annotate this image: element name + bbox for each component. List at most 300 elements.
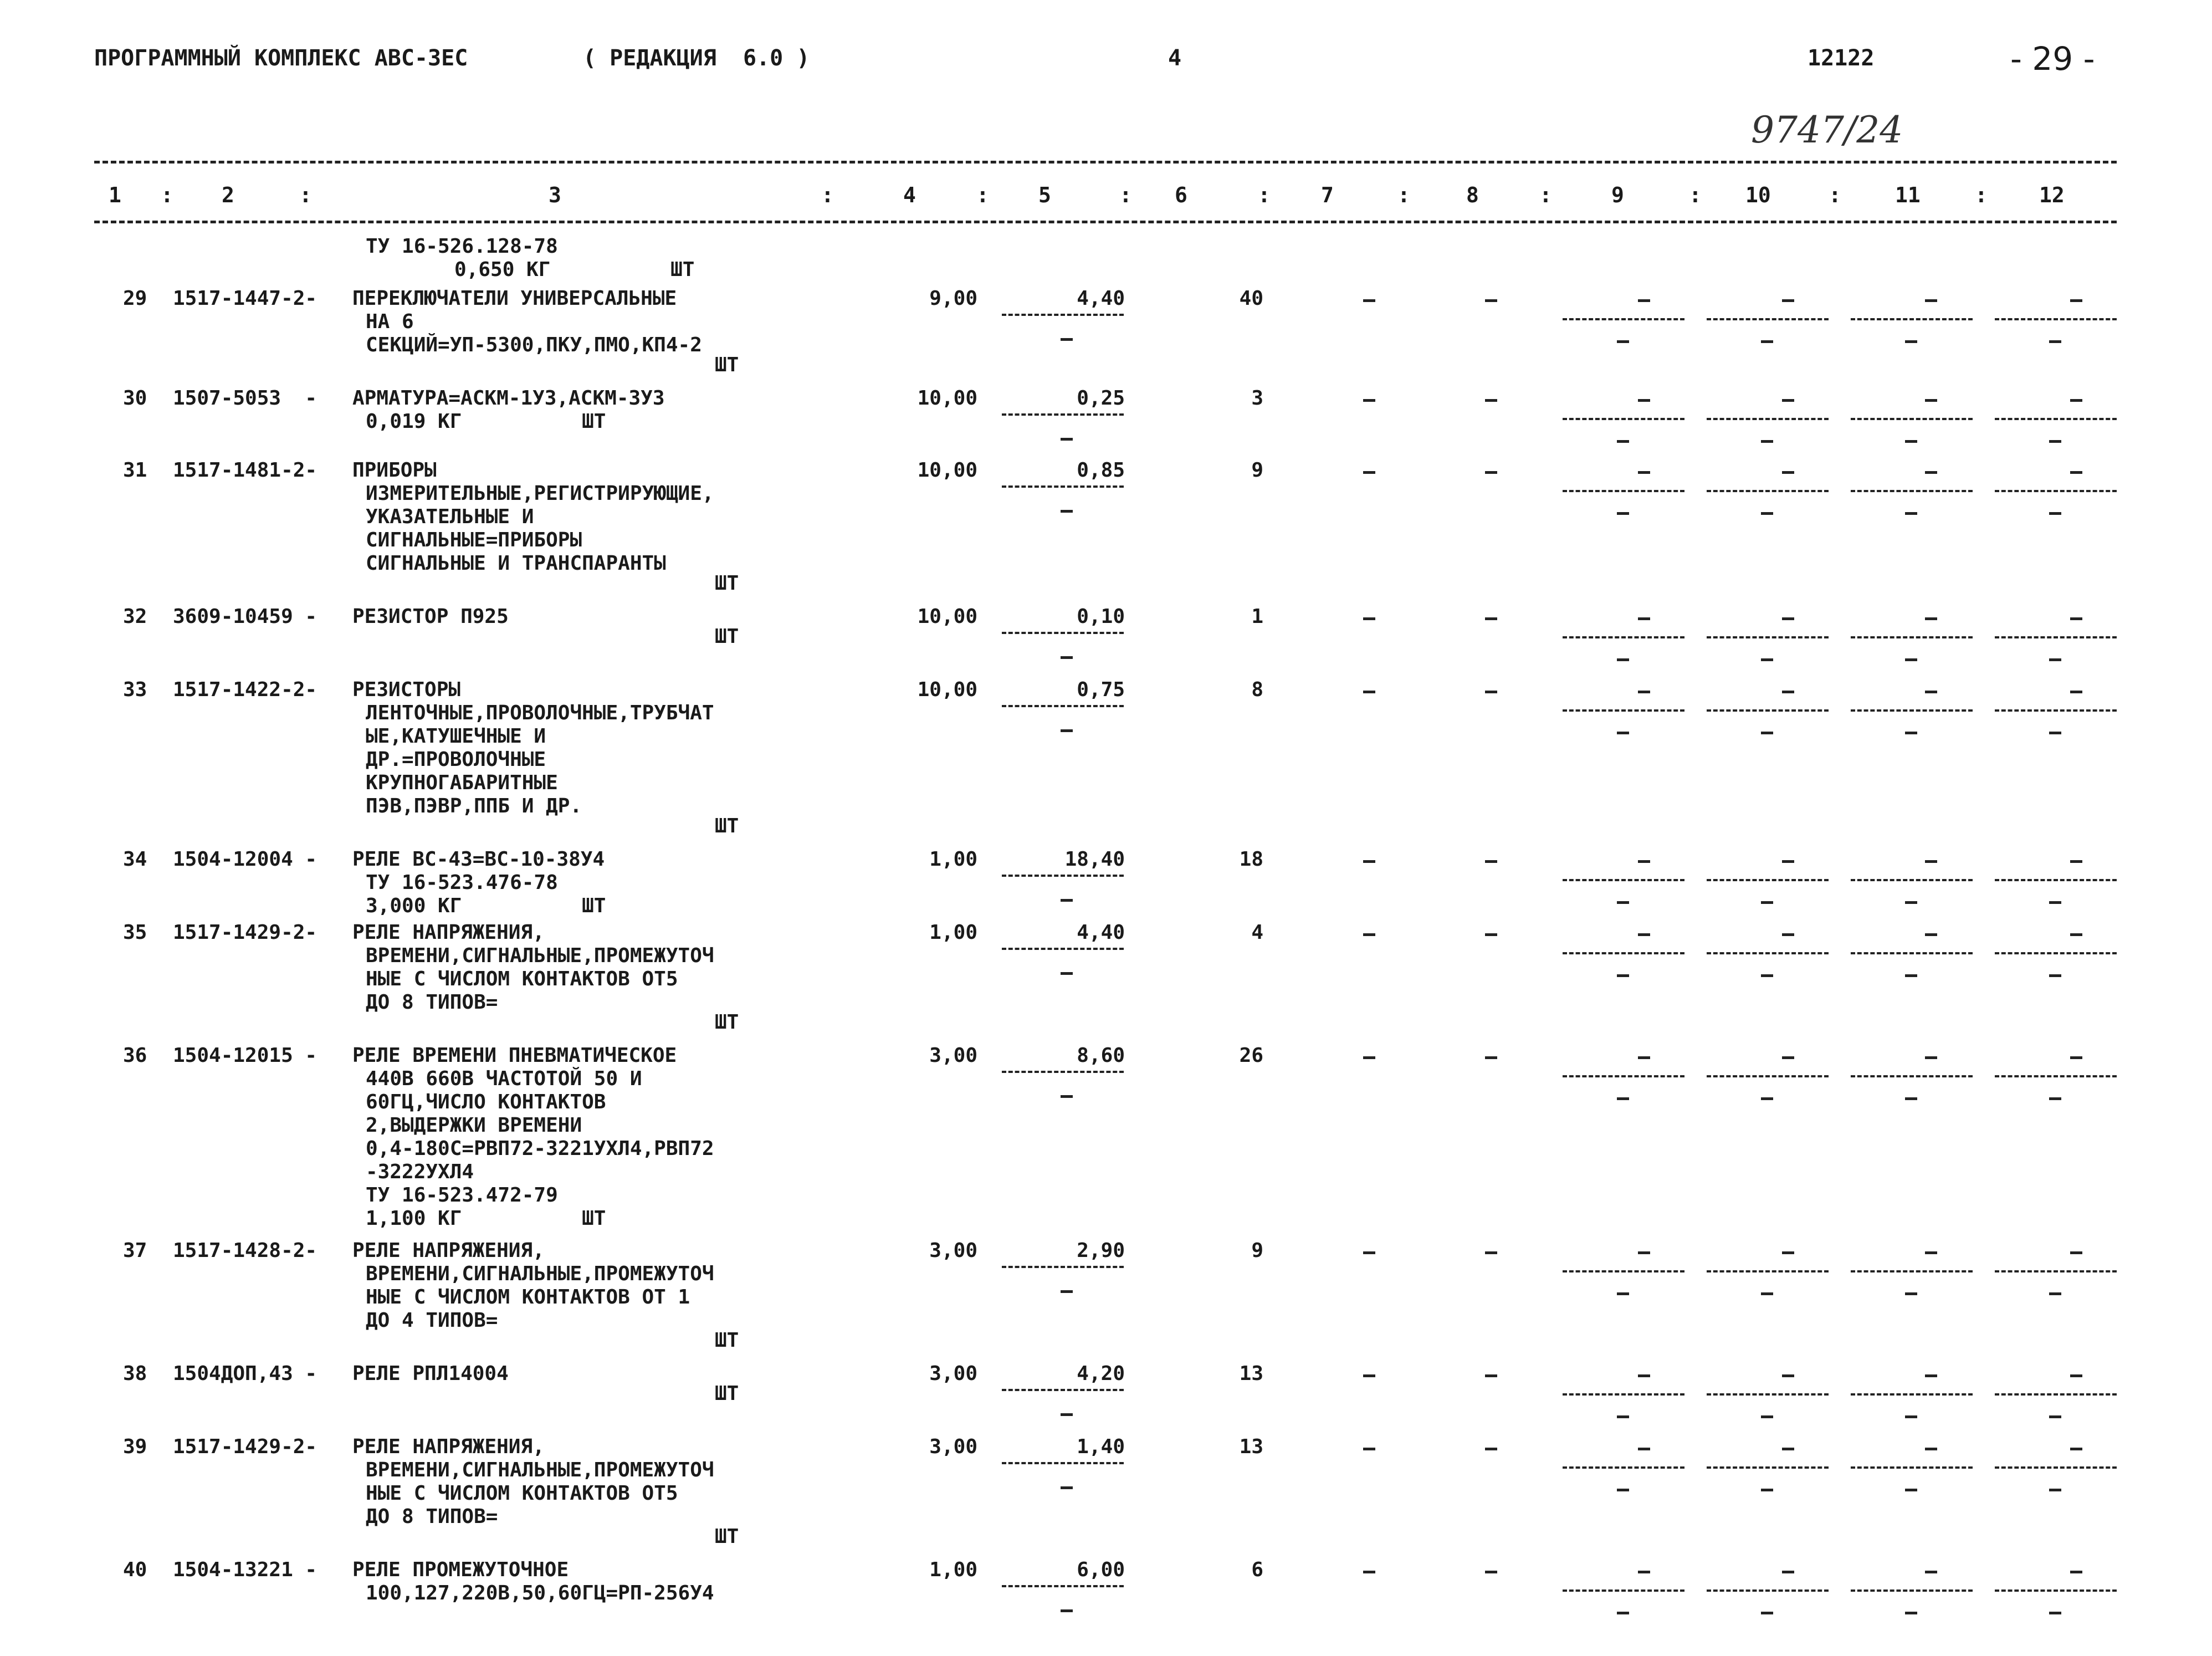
empty-cell-dash <box>1905 658 1917 661</box>
empty-cell-dash <box>1905 1415 1917 1418</box>
empty-cell-dash <box>1617 732 1629 734</box>
price-value: 4,40 <box>1077 287 1125 310</box>
empty-cell-dash <box>1925 471 1937 474</box>
count-value: 9 <box>1251 459 1263 482</box>
empty-cell-dash <box>2049 1292 2061 1295</box>
empty-cell-dash <box>1761 1415 1773 1418</box>
column-separator: : <box>1829 183 1841 207</box>
empty-cell-dash <box>1638 1056 1650 1059</box>
top-rule <box>94 161 2117 163</box>
empty-cell-dash <box>1905 1097 1917 1100</box>
count-value: 26 <box>1239 1044 1263 1067</box>
empty-cell-dash <box>1761 1612 1773 1614</box>
empty-cell-dash <box>2049 1489 2061 1491</box>
cell-underline <box>1995 318 2117 320</box>
item-description: РЕЗИСТОРЫ <box>352 678 461 701</box>
empty-cell-dash <box>1905 974 1917 977</box>
item-description: 440В 660В ЧАСТОТОЙ 50 И <box>366 1067 642 1090</box>
quantity-value: 1,00 <box>929 1558 977 1581</box>
column-header: 3 <box>549 183 561 207</box>
price-sub-dash <box>1061 510 1073 513</box>
empty-cell-dash <box>1485 617 1497 620</box>
price-underline <box>1002 1462 1124 1464</box>
header-rule <box>94 221 2117 223</box>
item-description: СИГНАЛЬНЫЕ=ПРИБОРЫ <box>366 529 582 551</box>
empty-cell-dash <box>1782 860 1794 863</box>
cell-underline <box>1851 1466 1973 1469</box>
item-description: ТУ 16-523.476-78 <box>366 871 558 894</box>
unit-label: ШТ <box>715 1329 739 1352</box>
cell-underline <box>1995 879 2117 881</box>
empty-cell-dash <box>1363 617 1375 620</box>
quantity-value: 10,00 <box>917 605 977 628</box>
empty-cell-dash <box>2049 1612 2061 1614</box>
price-underline <box>1002 1389 1124 1391</box>
document-code: 12122 <box>1808 45 1875 71</box>
item-description: РЕЛЕ ПРОМЕЖУТОЧНОЕ <box>352 1558 569 1581</box>
empty-cell-dash <box>1617 1292 1629 1295</box>
item-description: 60ГЦ,ЧИСЛО КОНТАКТОВ <box>366 1091 606 1113</box>
quantity-value: 10,00 <box>917 387 977 410</box>
item-description: 100,127,220В,50,60ГЦ=РП-256У4 <box>366 1582 714 1604</box>
empty-cell-dash <box>1363 691 1375 693</box>
item-description: ВРЕМЕНИ,СИГНАЛЬНЫЕ,ПРОМЕЖУТОЧ <box>366 1459 714 1481</box>
cell-underline <box>1707 490 1829 492</box>
column-separator: : <box>1689 183 1702 207</box>
empty-cell-dash <box>1617 440 1629 443</box>
price-underline <box>1002 413 1124 416</box>
cell-underline <box>1995 709 2117 712</box>
item-description: ДО 4 ТИПОВ= <box>366 1309 498 1332</box>
item-description: КРУПНОГАБАРИТНЫЕ <box>366 771 558 794</box>
empty-cell-dash <box>1485 1374 1497 1377</box>
price-sub-dash <box>1061 1486 1073 1489</box>
empty-cell-dash <box>1761 901 1773 904</box>
item-description: ДО 8 ТИПОВ= <box>366 991 498 1014</box>
cell-underline <box>1563 952 1684 954</box>
count-value: 4 <box>1251 921 1263 944</box>
item-description: ПЭВ,ПЭВР,ППБ И ДР. <box>366 795 582 817</box>
empty-cell-dash <box>2070 1056 2082 1059</box>
price-sub-dash <box>1061 972 1073 975</box>
cell-underline <box>1851 952 1973 954</box>
price-underline <box>1002 948 1124 950</box>
column-separator: : <box>299 183 312 207</box>
empty-cell-dash <box>2070 1374 2082 1377</box>
empty-cell-dash <box>1782 1448 1794 1450</box>
empty-cell-dash <box>1363 1448 1375 1450</box>
item-code: 1517-1429-2- <box>173 1435 318 1458</box>
quantity-value: 3,00 <box>929 1362 977 1385</box>
lead-in-line: ТУ 16-526.128-78 <box>366 235 558 258</box>
empty-cell-dash <box>1905 512 1917 515</box>
cell-underline <box>1707 952 1829 954</box>
empty-cell-dash <box>1638 617 1650 620</box>
empty-cell-dash <box>1761 732 1773 734</box>
lead-in-line: 0,650 КГ ШТ <box>454 258 695 281</box>
cell-underline <box>1563 1393 1684 1396</box>
price-sub-dash <box>1061 729 1073 732</box>
empty-cell-dash <box>2070 471 2082 474</box>
empty-cell-dash <box>1638 1374 1650 1377</box>
row-number: 34 <box>123 848 147 871</box>
empty-cell-dash <box>1617 1097 1629 1100</box>
cell-underline <box>1563 418 1684 420</box>
item-description: РЕЛЕ ВС-43=ВС-10-38У4 <box>352 848 605 871</box>
cell-underline <box>1707 636 1829 638</box>
empty-cell-dash <box>1485 399 1497 402</box>
empty-cell-dash <box>2070 1571 2082 1573</box>
item-code: 1517-1422-2- <box>173 678 318 701</box>
empty-cell-dash <box>1761 658 1773 661</box>
cell-underline <box>1563 636 1684 638</box>
empty-cell-dash <box>2049 340 2061 343</box>
empty-cell-dash <box>1617 901 1629 904</box>
empty-cell-dash <box>1782 299 1794 302</box>
empty-cell-dash <box>1925 1251 1937 1254</box>
cell-underline <box>1851 1589 1973 1592</box>
price-underline <box>1002 314 1124 316</box>
item-description: 0,019 КГ ШТ <box>366 410 606 433</box>
item-description: НЫЕ С ЧИСЛОМ КОНТАКТОВ ОТ5 <box>366 968 678 990</box>
row-number: 37 <box>123 1239 147 1262</box>
cell-underline <box>1707 1393 1829 1396</box>
count-value: 13 <box>1239 1362 1263 1385</box>
item-code: 1504-13221 - <box>173 1558 318 1581</box>
quantity-value: 3,00 <box>929 1044 977 1067</box>
empty-cell-dash <box>1782 1571 1794 1573</box>
item-description: ПЕРЕКЛЮЧАТЕЛИ УНИВЕРСАЛЬНЫЕ <box>352 287 677 310</box>
program-title: ПРОГРАММНЫЙ КОМПЛЕКС АВС-3ЕС <box>94 45 468 71</box>
empty-cell-dash <box>1925 1448 1937 1450</box>
empty-cell-dash <box>1761 1097 1773 1100</box>
item-description: ДО 8 ТИПОВ= <box>366 1505 498 1528</box>
item-description: УКАЗАТЕЛЬНЫЕ И <box>366 505 534 528</box>
cell-underline <box>1995 490 2117 492</box>
empty-cell-dash <box>1761 340 1773 343</box>
column-separator: : <box>1975 183 1988 207</box>
cell-underline <box>1563 879 1684 881</box>
cell-underline <box>1707 879 1829 881</box>
empty-cell-dash <box>1761 440 1773 443</box>
empty-cell-dash <box>1925 1374 1937 1377</box>
price-value: 8,60 <box>1077 1044 1125 1067</box>
item-code: 1517-1447-2- <box>173 287 318 310</box>
cell-underline <box>1851 709 1973 712</box>
unit-label: ШТ <box>715 1382 739 1405</box>
price-sub-dash <box>1061 438 1073 441</box>
column-header: 9 <box>1611 183 1624 207</box>
item-description: РЕЛЕ РПЛ14004 <box>352 1362 509 1385</box>
empty-cell-dash <box>2049 512 2061 515</box>
empty-cell-dash <box>1638 399 1650 402</box>
empty-cell-dash <box>1485 299 1497 302</box>
empty-cell-dash <box>1905 1612 1917 1614</box>
empty-cell-dash <box>1363 1056 1375 1059</box>
empty-cell-dash <box>1925 617 1937 620</box>
price-value: 4,40 <box>1077 921 1125 944</box>
column-separator: : <box>821 183 834 207</box>
empty-cell-dash <box>1363 1374 1375 1377</box>
item-description: НЫЕ С ЧИСЛОМ КОНТАКТОВ ОТ5 <box>366 1482 678 1505</box>
empty-cell-dash <box>1363 399 1375 402</box>
quantity-value: 3,00 <box>929 1435 977 1458</box>
empty-cell-dash <box>1761 1489 1773 1491</box>
column-header: 1 <box>109 183 121 207</box>
empty-cell-dash <box>1782 399 1794 402</box>
empty-cell-dash <box>1638 1251 1650 1254</box>
count-value: 1 <box>1251 605 1263 628</box>
count-value: 9 <box>1251 1239 1263 1262</box>
empty-cell-dash <box>1782 1374 1794 1377</box>
row-number: 35 <box>123 921 147 944</box>
price-value: 0,75 <box>1077 678 1125 701</box>
price-underline <box>1002 1585 1124 1587</box>
empty-cell-dash <box>1363 299 1375 302</box>
row-number: 29 <box>123 287 147 310</box>
quantity-value: 10,00 <box>917 459 977 482</box>
column-separator: : <box>1397 183 1410 207</box>
unit-label: ШТ <box>715 354 739 376</box>
page-number: - 29 - <box>2010 40 2095 78</box>
price-value: 2,90 <box>1077 1239 1125 1262</box>
empty-cell-dash <box>1782 471 1794 474</box>
price-sub-dash <box>1061 1609 1073 1612</box>
row-number: 32 <box>123 605 147 628</box>
unit-label: ШТ <box>715 1525 739 1548</box>
empty-cell-dash <box>1485 471 1497 474</box>
item-code: 1504-12004 - <box>173 848 318 871</box>
item-description: 1,100 КГ ШТ <box>366 1207 606 1230</box>
count-value: 8 <box>1251 678 1263 701</box>
empty-cell-dash <box>1617 1415 1629 1418</box>
empty-cell-dash <box>1925 1571 1937 1573</box>
empty-cell-dash <box>1925 860 1937 863</box>
item-description: ЫЕ,КАТУШЕЧНЫЕ И <box>366 725 546 748</box>
empty-cell-dash <box>1905 901 1917 904</box>
empty-cell-dash <box>1617 512 1629 515</box>
quantity-value: 3,00 <box>929 1239 977 1262</box>
empty-cell-dash <box>1905 732 1917 734</box>
item-description: НА 6 <box>366 310 414 333</box>
price-value: 0,10 <box>1077 605 1125 628</box>
cell-underline <box>1563 1589 1684 1592</box>
count-value: 3 <box>1251 387 1263 410</box>
empty-cell-dash <box>1363 1571 1375 1573</box>
cell-underline <box>1995 952 2117 954</box>
item-description: -3222УХЛ4 <box>366 1161 474 1183</box>
unit-label: ШТ <box>715 815 739 837</box>
cell-underline <box>1707 1075 1829 1077</box>
empty-cell-dash <box>1485 691 1497 693</box>
price-sub-dash <box>1061 656 1073 659</box>
item-description: ИЗМЕРИТЕЛЬНЫЕ,РЕГИСТРИРУЮЩИЕ, <box>366 482 714 505</box>
row-number: 38 <box>123 1362 147 1385</box>
item-description: ПРИБОРЫ <box>352 459 437 482</box>
empty-cell-dash <box>1617 974 1629 977</box>
price-underline <box>1002 1266 1124 1268</box>
empty-cell-dash <box>1638 860 1650 863</box>
item-description: 3,000 КГ ШТ <box>366 895 606 917</box>
empty-cell-dash <box>1617 658 1629 661</box>
cell-underline <box>1563 709 1684 712</box>
cell-underline <box>1851 636 1973 638</box>
count-value: 40 <box>1239 287 1263 310</box>
cell-underline <box>1563 318 1684 320</box>
price-underline <box>1002 705 1124 707</box>
column-header: 5 <box>1038 183 1051 207</box>
empty-cell-dash <box>1363 471 1375 474</box>
empty-cell-dash <box>1782 617 1794 620</box>
empty-cell-dash <box>1905 1292 1917 1295</box>
empty-cell-dash <box>1638 299 1650 302</box>
cell-underline <box>1707 318 1829 320</box>
item-description: РЕЛЕ НАПРЯЖЕНИЯ, <box>352 1239 545 1262</box>
empty-cell-dash <box>1617 1612 1629 1614</box>
column-separator: : <box>161 183 173 207</box>
empty-cell-dash <box>2070 299 2082 302</box>
empty-cell-dash <box>2070 860 2082 863</box>
empty-cell-dash <box>1905 440 1917 443</box>
price-value: 4,20 <box>1077 1362 1125 1385</box>
price-underline <box>1002 485 1124 488</box>
item-description: НЫЕ С ЧИСЛОМ КОНТАКТОВ ОТ 1 <box>366 1286 690 1309</box>
cell-underline <box>1707 1466 1829 1469</box>
item-description: РЕЛЕ ВРЕМЕНИ ПНЕВМАТИЧЕСКОЕ <box>352 1044 677 1067</box>
empty-cell-dash <box>2070 1448 2082 1450</box>
empty-cell-dash <box>2049 1415 2061 1418</box>
row-number: 31 <box>123 459 147 482</box>
price-value: 6,00 <box>1077 1558 1125 1581</box>
empty-cell-dash <box>1485 933 1497 936</box>
column-header: 8 <box>1466 183 1479 207</box>
cell-underline <box>1995 418 2117 420</box>
edition-label: ( РЕДАКЦИЯ 6.0 ) <box>583 45 810 71</box>
empty-cell-dash <box>1925 399 1937 402</box>
item-description: СЕКЦИЙ=УП-5300,ПКУ,ПМО,КП4-2 <box>366 334 702 356</box>
row-number: 33 <box>123 678 147 701</box>
item-description: РЕЗИСТОР П925 <box>352 605 509 628</box>
price-sub-dash <box>1061 1290 1073 1293</box>
empty-cell-dash <box>1925 299 1937 302</box>
price-underline <box>1002 1071 1124 1073</box>
empty-cell-dash <box>2049 1097 2061 1100</box>
empty-cell-dash <box>1905 340 1917 343</box>
item-code: 1507-5053 - <box>173 387 318 410</box>
unit-label: ШТ <box>715 1011 739 1034</box>
empty-cell-dash <box>1638 691 1650 693</box>
price-value: 0,85 <box>1077 459 1125 482</box>
empty-cell-dash <box>2070 399 2082 402</box>
column-separator: : <box>1119 183 1132 207</box>
column-header: 2 <box>222 183 234 207</box>
count-value: 6 <box>1251 1558 1263 1581</box>
item-code: 1517-1428-2- <box>173 1239 318 1262</box>
empty-cell-dash <box>1925 691 1937 693</box>
empty-cell-dash <box>1638 471 1650 474</box>
empty-cell-dash <box>2049 440 2061 443</box>
item-description: 2,ВЫДЕРЖКИ ВРЕМЕНИ <box>366 1114 582 1137</box>
empty-cell-dash <box>1782 1251 1794 1254</box>
column-header: 4 <box>903 183 916 207</box>
price-underline <box>1002 875 1124 877</box>
cell-underline <box>1851 1270 1973 1272</box>
empty-cell-dash <box>1485 1251 1497 1254</box>
empty-cell-dash <box>1363 1251 1375 1254</box>
empty-cell-dash <box>1485 860 1497 863</box>
empty-cell-dash <box>2049 658 2061 661</box>
cell-underline <box>1851 490 1973 492</box>
price-sub-dash <box>1061 899 1073 902</box>
item-description: ВРЕМЕНИ,СИГНАЛЬНЫЕ,ПРОМЕЖУТОЧ <box>366 944 714 967</box>
cell-underline <box>1995 636 2117 638</box>
column-header: 6 <box>1175 183 1187 207</box>
price-sub-dash <box>1061 1095 1073 1098</box>
cell-underline <box>1563 490 1684 492</box>
cell-underline <box>1707 1270 1829 1272</box>
empty-cell-dash <box>1782 691 1794 693</box>
empty-cell-dash <box>1925 1056 1937 1059</box>
column-header: 12 <box>2039 183 2065 207</box>
empty-cell-dash <box>1761 974 1773 977</box>
item-code: 1517-1481-2- <box>173 459 318 482</box>
empty-cell-dash <box>1617 1489 1629 1491</box>
price-sub-dash <box>1061 1413 1073 1416</box>
row-number: 30 <box>123 387 147 410</box>
price-underline <box>1002 632 1124 634</box>
empty-cell-dash <box>1363 933 1375 936</box>
cell-underline <box>1995 1466 2117 1469</box>
cell-underline <box>1995 1270 2117 1272</box>
empty-cell-dash <box>1638 1448 1650 1450</box>
empty-cell-dash <box>1782 933 1794 936</box>
item-description: ВРЕМЕНИ,СИГНАЛЬНЫЕ,ПРОМЕЖУТОЧ <box>366 1263 714 1285</box>
cell-underline <box>1851 879 1973 881</box>
column-separator: : <box>1539 183 1552 207</box>
empty-cell-dash <box>2049 901 2061 904</box>
empty-cell-dash <box>1638 933 1650 936</box>
empty-cell-dash <box>2049 974 2061 977</box>
empty-cell-dash <box>1363 860 1375 863</box>
column-header: 7 <box>1321 183 1334 207</box>
empty-cell-dash <box>1761 1292 1773 1295</box>
item-description: АРМАТУРА=АСКМ-1У3,АСКМ-3У3 <box>352 387 665 410</box>
item-description: РЕЛЕ НАПРЯЖЕНИЯ, <box>352 921 545 944</box>
item-description: СИГНАЛЬНЫЕ И ТРАНСПАРАНТЫ <box>366 552 666 575</box>
cell-underline <box>1563 1075 1684 1077</box>
item-description: РЕЛЕ НАПРЯЖЕНИЯ, <box>352 1435 545 1458</box>
column-separator: : <box>976 183 989 207</box>
cell-underline <box>1851 1393 1973 1396</box>
empty-cell-dash <box>1485 1571 1497 1573</box>
row-number: 36 <box>123 1044 147 1067</box>
cell-underline <box>1563 1466 1684 1469</box>
price-value: 18,40 <box>1064 848 1125 871</box>
column-separator: : <box>1258 183 1271 207</box>
quantity-value: 9,00 <box>929 287 977 310</box>
cell-underline <box>1995 1393 2117 1396</box>
handwritten-reference: 9747/24 <box>1751 109 1903 151</box>
unit-label: ШТ <box>715 572 739 595</box>
column-header: 10 <box>1745 183 1771 207</box>
column-header: 11 <box>1895 183 1921 207</box>
item-description: ЛЕНТОЧНЫЕ,ПРОВОЛОЧНЫЕ,ТРУБЧАТ <box>366 702 714 724</box>
empty-cell-dash <box>2070 1251 2082 1254</box>
empty-cell-dash <box>1638 1571 1650 1573</box>
count-value: 13 <box>1239 1435 1263 1458</box>
quantity-value: 10,00 <box>917 678 977 701</box>
empty-cell-dash <box>1925 933 1937 936</box>
